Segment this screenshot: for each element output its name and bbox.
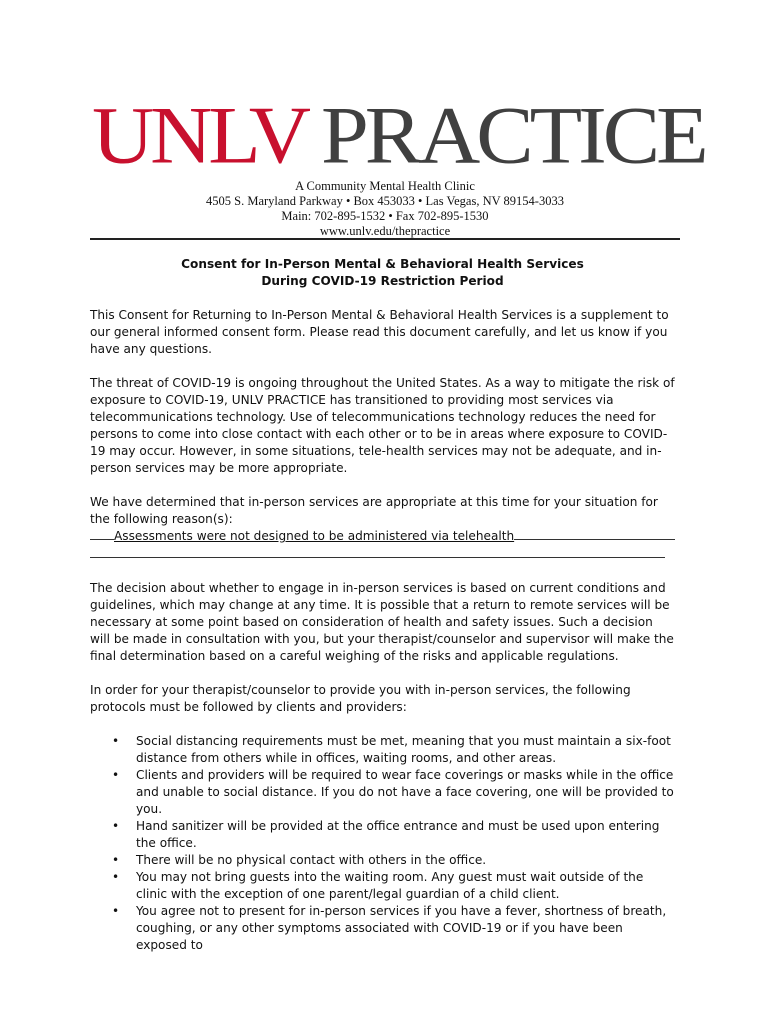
list-item: • Clients and providers will be required to wear face coverings or masks while in the office and unable to social distance. If you do not have a face covering, one will be provided to you. bbox=[112, 768, 674, 816]
decision-paragraph: The decision about whether to engage in in-person services is based on current conditions and guidelines, which may change at any time. It is possible that a return to remote services will be necessary at some point based on consideration of health and safety issues. Such a decision will be made in consultation with you, but your therapist/counselor and supervisor will make the final determination based on a careful weighing of the risks and applicable regulations. bbox=[90, 581, 674, 663]
document-title bbox=[90, 256, 675, 290]
reason-blank-suffix bbox=[514, 538, 675, 540]
list-item: • You may not bring guests into the waiting room. Any guest must wait outside of the clinic with the exception of one parent/legal guardian of a child client. bbox=[112, 870, 644, 901]
reasons-intro: We have determined that in-person services are appropriate at this time for your situation for the following reason(s): bbox=[90, 495, 658, 526]
reasons-paragraph bbox=[90, 494, 675, 528]
document-body bbox=[90, 256, 675, 954]
covid-threat-paragraph: The threat of COVID-19 is ongoing throughout the United States. As a way to mitigate the risk of exposure to COVID-19, UNLV PRACTICE has transitioned to providing most services via telecommunications technology. Use of telecommunications technology reduces the need for persons to come into close contact with each other or to be in areas where exposure to COVID-19 may occur. However, in some situations, tele-health services may not be adequate, and in-person services may be more appropriate. bbox=[90, 376, 675, 475]
protocols-list bbox=[90, 733, 675, 954]
title-line-1: Consent for In-Person Mental & Behavioral Health Services bbox=[181, 257, 584, 271]
intro-paragraph: This Consent for Returning to In-Person Mental & Behavioral Health Services is a supplement to our general informed consent form. Please read this document carefully, and let us know if you have any questions. bbox=[90, 308, 669, 356]
reason-filled-text: Assessments were not designed to be administered via telehealth bbox=[114, 529, 515, 543]
list-item: • Hand sanitizer will be provided at the office entrance and must be used upon entering the office. bbox=[112, 819, 660, 850]
bullet-icon: • bbox=[112, 870, 120, 884]
bullet-icon: • bbox=[112, 904, 120, 918]
reason-blank-prefix bbox=[90, 538, 114, 540]
clinic-phone: Main: 702-895-1532 • Fax 702-895-1530 bbox=[281, 209, 489, 223]
title-line-2: During COVID-19 Restriction Period bbox=[261, 274, 504, 288]
list-item: • You agree not to present for in-person services if you have a fever, shortness of breath, coughing, or any other symptoms associated with COVID-19 or if you have been exposed to bbox=[112, 904, 667, 952]
logo-unlv-text: UNLV bbox=[92, 89, 307, 181]
clinic-website: www.unlv.edu/thepractice bbox=[319, 224, 451, 238]
protocols-paragraph: In order for your therapist/counselor to provide you with in-person services, the following protocols must be followed by clients and providers: bbox=[90, 683, 631, 714]
reason-fill-line[interactable] bbox=[90, 528, 675, 545]
bullet-icon: • bbox=[112, 853, 120, 867]
logo-practice-text: PRACTICE bbox=[320, 89, 705, 181]
clinic-name: A Community Mental Health Clinic bbox=[295, 179, 475, 193]
header-divider bbox=[90, 238, 680, 240]
bullet-icon: • bbox=[112, 768, 120, 782]
clinic-info bbox=[90, 179, 680, 239]
bullet-icon: • bbox=[112, 734, 120, 748]
list-item: • There will be no physical contact with others in the office. bbox=[112, 853, 487, 867]
bullet-icon: • bbox=[112, 819, 120, 833]
list-item: • Social distancing requirements must be met, meaning that you must maintain a six-foot distance from others while in offices, waiting rooms, and other areas. bbox=[112, 734, 671, 765]
clinic-address: 4505 S. Maryland Parkway • Box 453033 • Las Vegas, NV 89154-3033 bbox=[206, 194, 564, 208]
unlv-practice-logo bbox=[92, 89, 705, 181]
